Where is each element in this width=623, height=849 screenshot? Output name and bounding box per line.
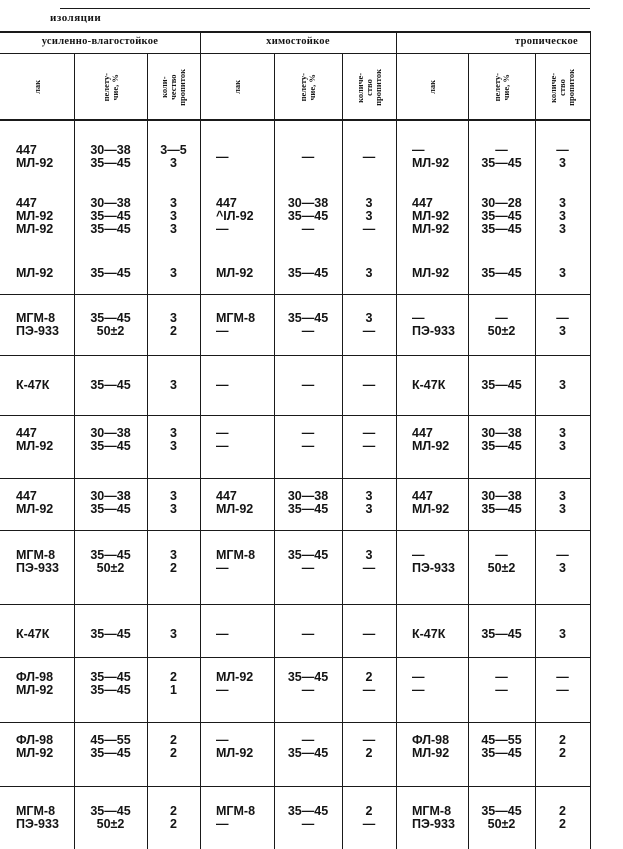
column-header bbox=[468, 55, 535, 119]
column-header bbox=[274, 55, 342, 119]
table-cell: МГМ-8 ПЭ-933 bbox=[16, 548, 59, 575]
row-separator bbox=[0, 415, 590, 416]
table-cell: — bbox=[362, 377, 376, 392]
column-separator bbox=[147, 53, 148, 849]
table-cell: 30—38 35—45 bbox=[90, 426, 131, 453]
column-header-label: коли- чество пропиток bbox=[159, 68, 187, 106]
table-cell: 447 МЛ-92 bbox=[412, 489, 450, 516]
table-cell: 2 2 bbox=[170, 804, 177, 831]
table-cell: — bbox=[216, 149, 229, 164]
column-header-label: пелету- чие, % bbox=[491, 72, 511, 102]
table-cell: 30—38 35—45 bbox=[90, 489, 131, 516]
table-cell: 35—45 — bbox=[287, 548, 329, 575]
table-cell: — ПЭ-933 bbox=[412, 311, 455, 338]
table-cell: 2 2 bbox=[559, 804, 566, 831]
row-separator bbox=[0, 478, 590, 479]
table-cell: 2 1 bbox=[170, 670, 177, 697]
table-cell: — — bbox=[495, 670, 508, 697]
table-cell: 447 МЛ-92 bbox=[16, 489, 54, 516]
row-separator bbox=[0, 604, 590, 605]
table-cell: 35—45 bbox=[287, 265, 329, 280]
table-cell: — 50±2 bbox=[487, 311, 516, 338]
table-cell: 30—38 35—45 bbox=[481, 426, 522, 453]
column-header bbox=[342, 55, 396, 119]
column-header bbox=[147, 55, 200, 119]
row-separator bbox=[0, 657, 590, 658]
table-cell: 3 2 bbox=[170, 311, 177, 338]
table-cell: — bbox=[362, 149, 376, 164]
table-cell: 447 МЛ-92 bbox=[16, 426, 54, 453]
table-cell: — 50±2 bbox=[487, 548, 516, 575]
row-separator bbox=[0, 355, 590, 356]
column-header bbox=[74, 55, 147, 119]
table-cell: МГМ-8 ПЭ-933 bbox=[412, 804, 455, 831]
table-cell: МГМ-8 ПЭ-933 bbox=[16, 804, 59, 831]
table-cell: К-47К bbox=[412, 377, 446, 392]
table-cell: 447 МЛ-92 bbox=[16, 143, 54, 170]
table-cell: — 3 bbox=[556, 143, 569, 170]
table-cell: 35—45 — bbox=[287, 670, 329, 697]
column-header bbox=[0, 55, 74, 119]
column-header bbox=[396, 55, 468, 119]
table-cell: — 3 bbox=[556, 311, 569, 338]
column-header-label: пелету- чие, % bbox=[298, 72, 317, 102]
table-cell: — ПЭ-933 bbox=[412, 548, 455, 575]
table-cell: 35—45 bbox=[481, 626, 522, 641]
table-cell: К-47К bbox=[16, 626, 50, 641]
column-separator bbox=[274, 53, 275, 849]
column-separator bbox=[200, 31, 201, 849]
table-cell: 3 bbox=[559, 626, 566, 641]
table-cell: 35—45 bbox=[481, 265, 522, 280]
table-cell: 35—45 50±2 bbox=[90, 804, 131, 831]
table-cell: 447 МЛ-92 МЛ-92 bbox=[16, 195, 54, 236]
table-cell: — bbox=[301, 149, 315, 164]
table-cell: МГМ-8 — bbox=[216, 804, 256, 831]
table-cell: 3 3 bbox=[559, 426, 566, 453]
table-cell: 3 bbox=[170, 265, 177, 280]
table-cell: МГМ-8 — bbox=[216, 548, 256, 575]
table-cell: 447 ^ІЛ-92 — bbox=[216, 195, 254, 236]
table-cell: 30—38 35—45 — bbox=[287, 195, 329, 236]
table-cell: 2 2 bbox=[170, 733, 177, 760]
table-cell: 3 3 bbox=[170, 489, 177, 516]
table-cell: 30—28 35—45 35—45 bbox=[481, 195, 522, 236]
table-cell: — bbox=[216, 626, 229, 641]
group-header: тропическое bbox=[515, 36, 578, 47]
table-cell: 3 — bbox=[362, 311, 376, 338]
row-separator bbox=[0, 530, 590, 531]
table-cell: 447 МЛ-92 bbox=[216, 489, 254, 516]
table-cell: К-47К bbox=[16, 377, 50, 392]
table-cell: — 35—45 bbox=[287, 733, 329, 760]
table-cell: 3 3 3 bbox=[170, 195, 177, 236]
column-separator bbox=[535, 53, 536, 849]
table-cell: 35—45 bbox=[90, 377, 131, 392]
table-cell: ФЛ-98 МЛ-92 bbox=[16, 733, 54, 760]
column-header-label: лак bbox=[426, 80, 437, 94]
table-cell: 35—45 50±2 bbox=[90, 311, 131, 338]
table-cell: — 2 bbox=[362, 733, 376, 760]
column-separator bbox=[396, 31, 397, 849]
table-cell: 35—45 — bbox=[287, 311, 329, 338]
table-cell: — 35—45 bbox=[481, 143, 522, 170]
table-cell: 35—45 bbox=[481, 377, 522, 392]
table-cell: 3 3 — bbox=[362, 195, 376, 236]
row-separator bbox=[0, 722, 590, 723]
table-cell: 30—38 35—45 35—45 bbox=[90, 195, 131, 236]
table-cell: МЛ-92 bbox=[216, 265, 254, 280]
table-cell: 3 3 bbox=[559, 489, 566, 516]
table-cell: 35—45 35—45 bbox=[90, 670, 131, 697]
column-header-label: лак bbox=[31, 80, 42, 94]
table-cell: 3 3 bbox=[170, 426, 177, 453]
column-separator bbox=[590, 31, 591, 849]
table-cell: 3 bbox=[170, 626, 177, 641]
table-cell: 3 2 bbox=[170, 548, 177, 575]
column-header bbox=[535, 55, 590, 119]
table-cell: ФЛ-98 МЛ-92 bbox=[16, 670, 54, 697]
column-separator bbox=[342, 53, 343, 849]
column-separator bbox=[74, 53, 75, 849]
table-cell: — bbox=[216, 377, 229, 392]
table-cell: К-47К bbox=[412, 626, 446, 641]
table-cell: 30—38 35—45 bbox=[90, 143, 131, 170]
table-cell: 3 bbox=[559, 377, 566, 392]
table-cell: — bbox=[301, 626, 315, 641]
table-cell: — МЛ-92 bbox=[412, 143, 450, 170]
table-cell: 30—38 35—45 bbox=[287, 489, 329, 516]
table-cell: 2 2 bbox=[559, 733, 566, 760]
table-cell: 3 bbox=[365, 265, 373, 280]
table-cell: 35—45 bbox=[90, 265, 131, 280]
table-cell: 45—55 35—45 bbox=[90, 733, 131, 760]
header-rule bbox=[0, 53, 590, 54]
table-cell: — — bbox=[301, 426, 315, 453]
column-separator bbox=[468, 53, 469, 849]
table-cell: 45—55 35—45 bbox=[481, 733, 522, 760]
table-cell: — — bbox=[362, 426, 376, 453]
table-cell: 2 — bbox=[362, 670, 376, 697]
table-cell: — — bbox=[556, 670, 569, 697]
table-cell: — bbox=[301, 377, 315, 392]
column-header-label: количе- ство пропиток bbox=[548, 68, 576, 106]
header-rule bbox=[0, 119, 590, 121]
table-cell: 3—5 3 bbox=[160, 143, 187, 170]
column-header bbox=[200, 55, 274, 119]
row-separator bbox=[0, 786, 590, 787]
table-cell: МЛ-92 bbox=[16, 265, 54, 280]
table-cell: — — bbox=[216, 426, 229, 453]
column-header-label: количе- ство пропиток bbox=[354, 68, 383, 106]
table-cell: МЛ-92 bbox=[412, 265, 450, 280]
table-cell: — МЛ-92 bbox=[216, 733, 254, 760]
column-header-label: лак bbox=[231, 80, 242, 94]
group-header: усиленно-влагостойкое bbox=[41, 36, 159, 47]
table-cell: 447 МЛ-92 bbox=[412, 426, 450, 453]
row-separator bbox=[0, 294, 590, 295]
table-cell: 35—45 50±2 bbox=[481, 804, 522, 831]
group-header: химостойкое bbox=[266, 36, 330, 47]
top-rule bbox=[60, 8, 590, 9]
table-cell: 35—45 bbox=[90, 626, 131, 641]
table-cell: 35—45 50±2 bbox=[90, 548, 131, 575]
table-cell: — 3 bbox=[556, 548, 569, 575]
table-title: изоляции bbox=[50, 12, 102, 24]
table-cell: 30—38 35—45 bbox=[481, 489, 522, 516]
table-cell: ФЛ-98 МЛ-92 bbox=[412, 733, 450, 760]
table-cell: — bbox=[362, 626, 376, 641]
table-cell: 2 — bbox=[362, 804, 376, 831]
table-cell: МЛ-92 — bbox=[216, 670, 254, 697]
table-cell: МГМ-8 ПЭ-933 bbox=[16, 311, 59, 338]
table-cell: 3 bbox=[559, 265, 566, 280]
column-header-label: пелету- чие, % bbox=[100, 72, 120, 102]
table-cell: 447 МЛ-92 МЛ-92 bbox=[412, 195, 450, 236]
table-cell: 3 bbox=[170, 377, 177, 392]
table-cell: — — bbox=[412, 670, 425, 697]
header-rule bbox=[0, 31, 590, 33]
table-cell: 35—45 — bbox=[287, 804, 329, 831]
table-cell: МГМ-8 — bbox=[216, 311, 256, 338]
table-cell: 3 3 3 bbox=[559, 195, 566, 236]
table-cell: 3 — bbox=[362, 548, 376, 575]
table-cell: 3 3 bbox=[365, 489, 373, 516]
